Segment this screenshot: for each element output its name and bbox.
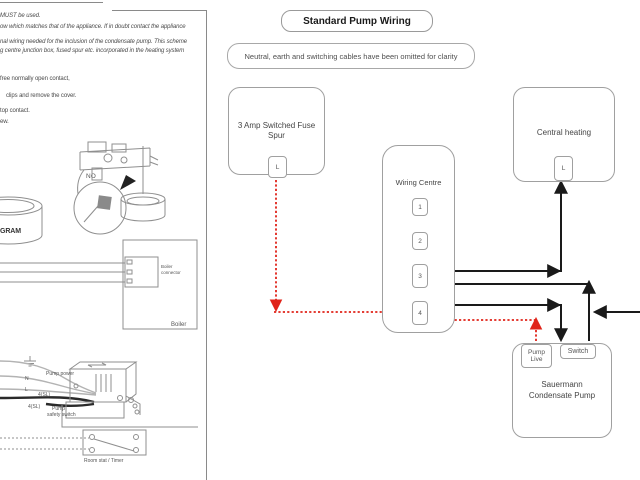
room-stat-timer-label: Room stat / Timer [84,458,124,464]
wiring-centre-label: Wiring Centre [395,178,442,187]
condensate-pump-label-line1: Sauermann [541,380,583,389]
condensate-pump-box [512,343,612,438]
left-text-line: g centre junction box, fused spur etc. incorporated in the heating system [0,48,185,54]
sl-label: 4(SL) [38,392,51,398]
boiler-connector-label: connector [161,270,181,275]
fuse-spur-terminal-l: L [268,156,287,178]
left-text-line: MUST be used. [0,13,41,19]
pump-safety-switch-label: safety switch [47,412,76,418]
wiring-centre-terminal-1: 1 [412,198,428,216]
top-rule-left [0,2,103,3]
left-text-line: nal wiring needed for the inclusion of the condensate pump. This scheme [0,39,188,45]
diagram-title: Standard Pump Wiring [281,10,433,32]
left-text-line: clips and remove the cover. [6,93,77,99]
pump-safety-switch-label: Pump [52,406,66,412]
central-heating-terminal-l: L [554,156,573,181]
wiring-centre-terminal-3: 3 [412,264,428,288]
partial-tank-figure [0,197,42,244]
switch-terminal: Switch [560,344,596,359]
left-text-line: ew. [0,119,9,125]
sl-label: 4(SL) [28,404,41,410]
boiler-diagram-figure [0,240,197,329]
no-label: NO [86,173,96,180]
wiring-centre-terminal-2: 2 [412,232,428,250]
pump-power-label: Pump power [46,371,75,377]
left-text-line: top contact. [0,108,30,114]
central-heating-label: Central heating [536,128,592,137]
condensate-pump-label-line2: Condensate Pump [528,391,596,400]
wire-t4-to-switch-down [548,305,561,331]
boiler-connector-label: Boiler [161,264,173,269]
contact-square [97,195,112,210]
wiring-diagram-heading: GRAM [0,228,21,235]
wiring-centre-terminal-4: 4 [412,301,428,325]
pointer-arrow-icon [120,175,136,190]
pump-live-terminal: Pump Live [521,344,552,368]
condensate-pump-label [517,379,607,401]
top-rule-right [112,10,206,11]
central-heating-box [513,87,615,182]
fuse-spur-box [228,87,325,175]
left-text-line: free normally open contact, [0,76,70,82]
pump-contact-detail-figure [74,142,165,234]
pump-wiring-figure [0,356,198,464]
wire-l-label: L [25,387,28,393]
fuse-spur-label: 3 Amp Switched Fuse Spur [237,121,316,140]
diagram-note: Neutral, earth and switching cables have been omitted for clarity [227,43,475,69]
wiring-centre-box [382,145,455,333]
left-text-line: ow which matches that of the appliance. If in doubt contact the appliance [0,24,186,30]
page-divider [206,10,207,480]
wire-t3-to-central-heating-up [548,191,561,271]
boiler-label: Boiler [171,322,187,328]
wire-n-label: N [25,376,29,382]
